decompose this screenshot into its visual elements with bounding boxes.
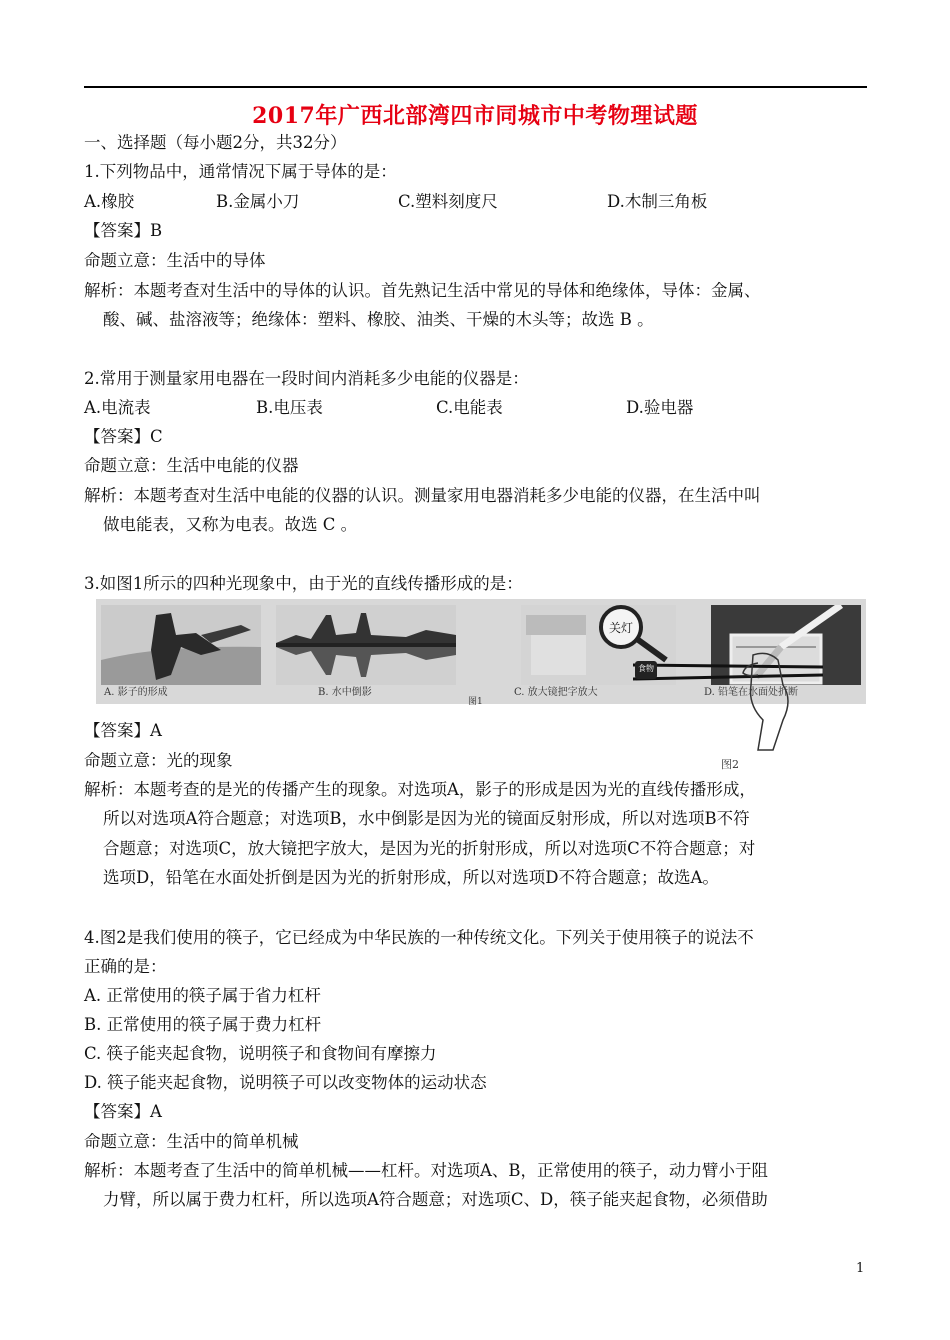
q3-stem: 3.如图1所示的四种光现象中，由于光的直线传播形成的是： (84, 574, 523, 593)
q2-stem: 2.常用于测量家用电器在一段时间内消耗多少电能的仪器是： (84, 369, 529, 388)
q2-answer: 【答案】C (84, 427, 163, 446)
figure-1d-caption: D. 铅笔在水面处折断 (704, 687, 799, 698)
q2-analysis-line: 解析：本题考查对生活中电能的仪器的认识。测量家用电器消耗多少电能的仪器，在生活中叫 (84, 486, 761, 505)
chopsticks-illustration (633, 645, 833, 757)
q2-intent: 命题立意：生活中电能的仪器 (84, 456, 299, 475)
figure-1a-shadow-image (101, 605, 261, 685)
q3-analysis-line: 合题意；对选项C，放大镜把字放大，是因为光的折射形成，所以对选项C不符合题意；对 (103, 839, 756, 858)
figure-1-label: 图1 (468, 697, 483, 707)
header-rule (84, 86, 867, 88)
q2-option-d: D.验电器 (626, 398, 694, 417)
q3-analysis-line: 选项D，铅笔在水面处折倒是因为光的折射形成，所以对选项D不符合题意；故选A。 (103, 868, 719, 887)
figure-1b-reflection-image (276, 605, 456, 685)
q3-analysis-line: 解析：本题考查的是光的传播产生的现象。对选项A，影子的形成是因为光的直线传播形成， (84, 780, 756, 799)
figure-1c-caption: C. 放大镜把字放大 (514, 687, 598, 698)
q1-analysis-line: 酸、碱、盐溶液等；绝缘体：塑料、橡胶、油类、干燥的木头等；故选 B 。 (103, 310, 654, 329)
q1-intent: 命题立意：生活中的导体 (84, 251, 266, 270)
food-label: 食物 (638, 664, 654, 673)
q4-option-b: B. 正常使用的筷子属于费力杠杆 (84, 1015, 322, 1034)
q4-option-c: C. 筷子能夹起食物，说明筷子和食物间有摩擦力 (84, 1044, 437, 1063)
page-number: 1 (856, 1261, 865, 1276)
q3-analysis-line: 所以对选项A符合题意；对选项B，水中倒影是因为光的镜面反射形成，所以对选项B不符 (103, 809, 750, 828)
q1-analysis-line: 解析：本题考查对生活中的导体的认识。首先熟记生活中常见的导体和绝缘体，导体：金属、 (84, 281, 761, 300)
q4-option-d: D. 筷子能夹起食物，说明筷子可以改变物体的运动状态 (84, 1073, 487, 1092)
q4-analysis-line: 力臂，所以属于费力杠杆，所以选项A符合题意；对选项C、D，筷子能夹起食物，必须借助 (103, 1190, 768, 1209)
sign-text: 关灯 (609, 621, 634, 635)
q1-stem: 1.下列物品中，通常情况下属于导体的是： (84, 162, 397, 181)
figure-2-chopsticks (633, 645, 833, 780)
q4-intent: 命题立意：生活中的简单机械 (84, 1132, 299, 1151)
q4-stem-line: 正确的是： (84, 957, 167, 976)
figure-2-label: 图2 (721, 758, 739, 771)
q1-option-b: B.金属小刀 (216, 192, 300, 211)
q2-analysis-line: 做电能表，又称为电表。故选 C 。 (103, 515, 358, 534)
q1-answer: 【答案】B (84, 221, 163, 240)
q2-option-c: C.电能表 (436, 398, 503, 417)
figure-1b-caption: B. 水中倒影 (318, 687, 372, 698)
q3-intent: 命题立意：光的现象 (84, 751, 233, 770)
q4-analysis-line: 解析：本题考查了生活中的简单机械——杠杆。对选项A、B，正常使用的筷子，动力臂小于阻 (84, 1161, 769, 1180)
q4-option-a: A. 正常使用的筷子属于省力杠杆 (84, 986, 321, 1005)
q4-answer: 【答案】A (84, 1102, 162, 1121)
page-title: 2017年广西北部湾四市同城市中考物理试题 (252, 103, 698, 129)
q2-option-b: B.电压表 (256, 398, 323, 417)
q1-option-a: A.橡胶 (84, 192, 135, 211)
q1-option-d: D.木制三角板 (607, 192, 708, 211)
section-heading: 一、选择题（每小题2分，共32分） (84, 133, 347, 152)
q2-option-a: A.电流表 (84, 398, 151, 417)
figure-1a-caption: A. 影子的形成 (104, 687, 168, 698)
q3-answer: 【答案】A (84, 721, 162, 740)
q4-stem-line: 4.图2是我们使用的筷子，它已经成为中华民族的一种传统文化。下列关于使用筷子的说法不 (84, 928, 754, 947)
q1-option-c: C.塑料刻度尺 (398, 192, 498, 211)
